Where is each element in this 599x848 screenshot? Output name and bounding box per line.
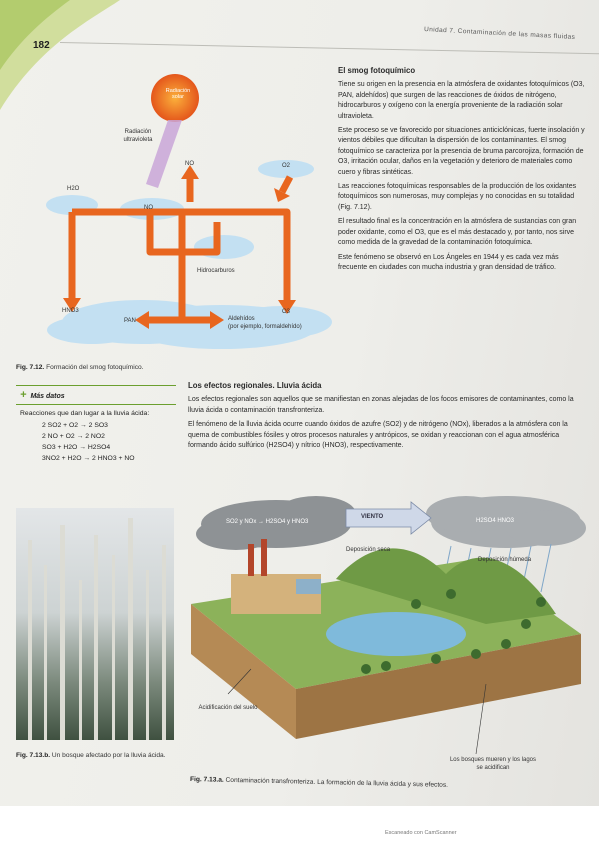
label-acidificacion: Acidificación del suelo (198, 705, 258, 711)
smog-title: El smog fotoquímico (338, 66, 416, 75)
fig712-caption-text: Formación del smog fotoquímico. (46, 364, 144, 371)
label-pan: PAN (124, 318, 136, 324)
fig713b-caption-num: Fig. 7.13.b. (16, 752, 51, 759)
smog-text (338, 66, 586, 277)
label-nube: H2SO4 HNO3 (476, 518, 515, 524)
lluvia-para-1: Los efectos regionales son aquellos que se manifiestan en zonas alejadas de los focos emisores de contaminantes, como la lluvia ácida o contaminación transfronteriza. (188, 396, 574, 414)
acid-rain-art (186, 484, 586, 784)
fig712-caption (16, 364, 144, 373)
label-uv: Radiación ultravioleta (123, 129, 153, 143)
forest-photo (16, 508, 174, 740)
smog-para-1: Tiene su origen en la presencia en la atmósfera de oxidantes fotoquímicos (O3, PAN, aldehídos) que surgen de las reacciones de óxidos de nitrógeno, hidrocarburos y oxígeno con la energía proveniente de la radiación solar ultravioleta. (338, 81, 585, 120)
fig712-caption-num: Fig. 7.12. (16, 364, 45, 371)
label-o3: O3 (282, 309, 291, 315)
smog-para-2: Este proceso se ve favorecido por situaciones anticiclónicas, fuerte insolación y vientos débiles que dificultan la dispersión de los contaminantes. El smog fotoquímico se caracteriza por la presencia de bruma parcorojiza, formación de O3, irritación ocular, daños en la vegetación y deterioro de materiales como cuero y fibras sintéticas. (338, 127, 585, 176)
fig713b-caption (16, 752, 176, 761)
equation-1: 2 SO2 + O2 → 2 SO3 (42, 422, 108, 429)
mas-datos-header (16, 385, 176, 405)
label-hno3: HNO3 (62, 308, 79, 314)
header-rule (60, 42, 599, 54)
smog-para-3: Las reacciones fotoquímicas responsables de la producción de los oxidantes fotoquímicos son numerosas, muy complejas y no conocidas en su totalidad (Fig. 7.12). (338, 183, 577, 211)
label-hidrocarburos: Hidrocarburos (197, 268, 235, 274)
label-viento: VIENTO (361, 514, 384, 520)
mas-datos-intro: Reacciones que dan lugar a la lluvia ácida: (20, 410, 150, 417)
fig713a-caption-text: Contaminación transfronteriza. La formación de la lluvia ácida y sus efectos. (225, 776, 449, 789)
running-header: Unidad 7. Contaminación de las masas fluidas (423, 26, 576, 41)
equation-3: SO3 + H2O → H2SO4 (42, 444, 111, 451)
smog-para-5: Este fenómeno se observó en Los Ángeles en 1944 y es cada vez más frecuente en ciudades con mucha industria y gran densidad de tráfico. (338, 253, 559, 271)
smog-diagram-art (32, 72, 332, 364)
label-solar: Radiación solar (165, 88, 191, 100)
fig713b-caption-text: Un bosque afectado por la lluvia ácida. (51, 752, 166, 759)
lluvia-title: Los efectos regionales. Lluvia ácida (188, 381, 322, 390)
fig713a-caption-num: Fig. 7.13.a. (189, 776, 224, 784)
lluvia-text (188, 381, 590, 455)
label-deposicion-seca: Deposición seca (346, 547, 391, 553)
smog-para-4: El resultado final es la concentración en la atmósfera de sustancias con gran poder oxidante, como el O3, que es el más destacado y, por tanto, nos sirve como medida de la gravedad de la contaminación fotoquímica. (338, 218, 577, 247)
equations (16, 420, 176, 464)
acid-rain-diagram (186, 484, 586, 784)
label-no-top: NO (185, 161, 194, 167)
plus-icon: + (20, 389, 27, 401)
page-number: 182 (33, 40, 50, 51)
lake (326, 612, 466, 656)
lluvia-para-2: El fenómeno de la lluvia ácida ocurre cuando óxidos de azufre (SO2) y de nitrógeno (NOx), liberados a la atmósfera con la quema de combustibles fósiles y otros procesos naturales y antrópicos, se oxidan y reaccionan con el agua atmosférica formando ácido sulfúrico (H2SO4) y nítrico (HNO3), respectivamente. (188, 421, 568, 450)
label-deposicion-humeda: Deposición húmeda (478, 557, 532, 563)
label-emisiones: SO2 y NOx → H2SO4 y HNO3 (226, 519, 309, 525)
label-aldehidos-ej: (por ejemplo, formaldehído) (228, 324, 302, 330)
label-h2o: H2O (67, 186, 80, 192)
mas-datos-box (16, 385, 176, 464)
equation-4: 3NO2 + H2O → 2 HNO3 + NO (42, 455, 135, 462)
label-aldehidos: Aldehídos (228, 316, 255, 322)
label-bosques: Los bosques mueren y los lagos se acidifican (449, 757, 537, 771)
smog-diagram (32, 72, 332, 364)
footer (0, 806, 599, 848)
reaction-arrows (72, 177, 290, 320)
equation-2: 2 NO + O2 → 2 NO2 (42, 433, 105, 440)
label-no-cloud: NO (144, 205, 153, 211)
factory (231, 539, 321, 614)
scanner-watermark: Escaneado con CamScanner (385, 830, 457, 836)
wind-arrow (346, 502, 431, 534)
label-o2: O2 (282, 163, 291, 169)
mas-datos-title: Más datos (30, 393, 65, 400)
